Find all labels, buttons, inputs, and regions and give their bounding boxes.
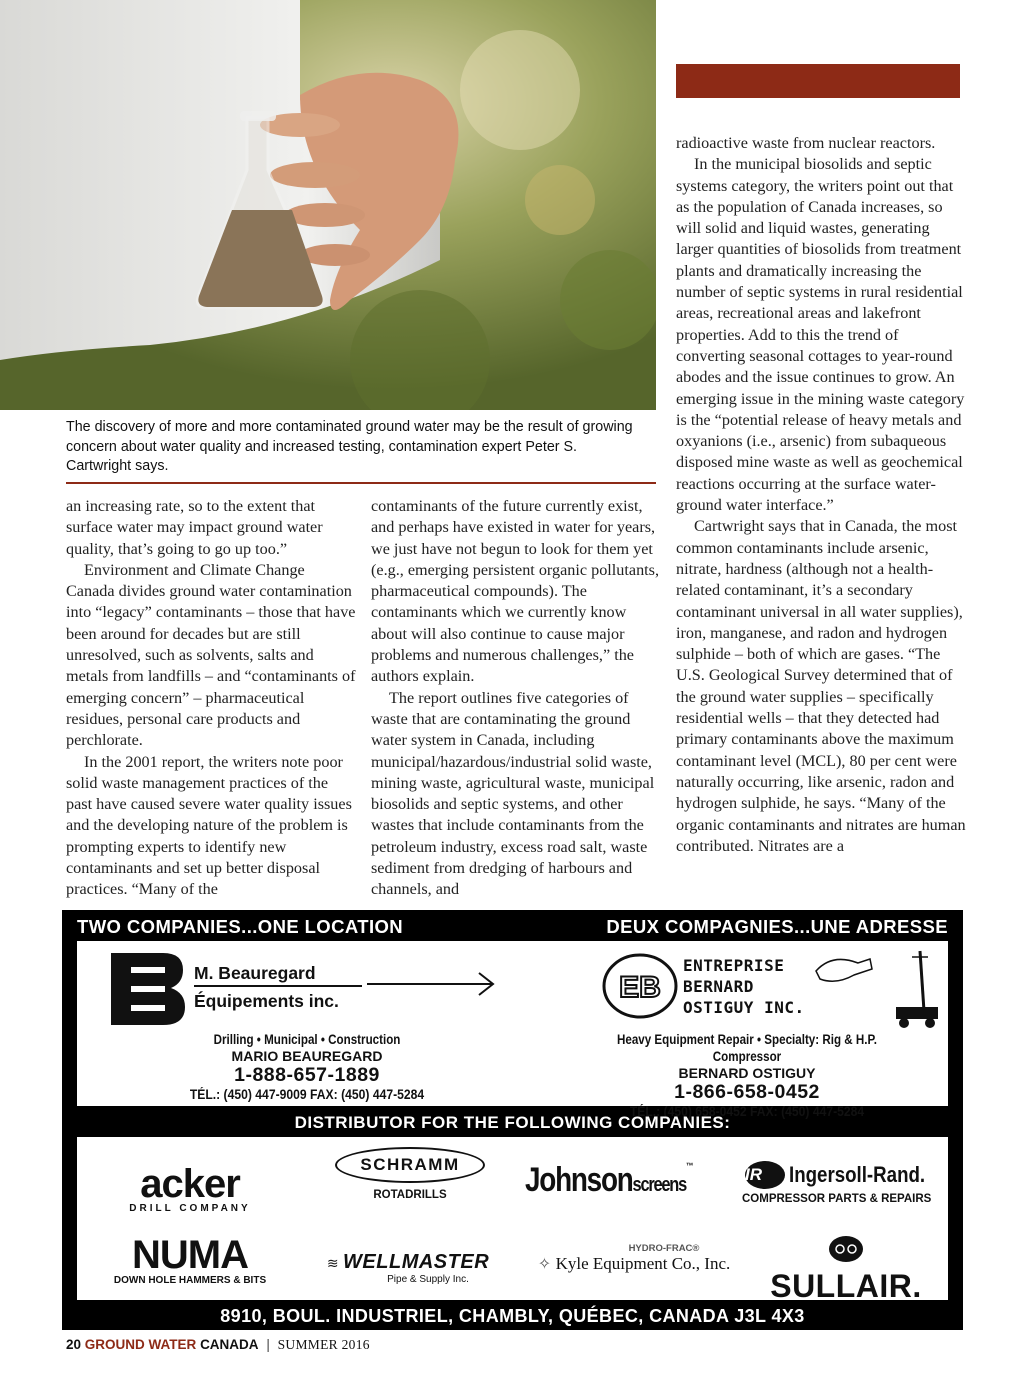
- paragraph: contaminants of the future currently exist, and perhaps have existed in water for years, we just have not begun to look for them yet (e.g., emerging persistent organic pollutants, pharmaceutical compounds). The contaminants which we currently know about will also continue to cause major problems and numerous challenges,” the authors explain.: [371, 497, 660, 686]
- johnson-word: Johnson: [525, 1161, 633, 1199]
- wellmaster-swirl-icon: ≋: [326, 1255, 339, 1271]
- photo-illustration: [0, 0, 656, 410]
- ostiguy-name-line: BERNARD: [683, 977, 754, 996]
- sullair-logo: [761, 1235, 931, 1305]
- ingersoll-rand-sub: COMPRESSOR PARTS & REPAIRS: [742, 1193, 932, 1205]
- arrow-right-icon: [367, 971, 497, 997]
- paragraph: In the 2001 report, the writers note poor solid waste management practices of the past have caused severe water quality issues and the developing nature of the problem is prompting experts to identify new contaminants and set up better disposal practices. “Many of the: [66, 752, 352, 899]
- numa-sub: DOWN HOLE HAMMERS & BITS: [113, 1275, 267, 1286]
- photo-caption: The discovery of more and more contaminated ground water may be the result of growing concern about water quality and increased testing, contamination expert Peter S. Cartwright says.: [66, 419, 633, 474]
- beauregard-info: [172, 1031, 442, 1103]
- divider: [194, 985, 362, 987]
- ingersoll-rand-name: Ingersoll-Rand.: [789, 1162, 926, 1187]
- article-column-2: [371, 496, 661, 901]
- schramm-name: SCHRAMM: [335, 1147, 485, 1183]
- ingersoll-rand-ir-icon: IR: [745, 1161, 785, 1189]
- ostiguy-eb-logo-icon: [602, 953, 678, 1019]
- kyle-name: Kyle Equipment Co., Inc.: [555, 1254, 731, 1273]
- drill-rig-icon: [812, 949, 942, 1029]
- article-column-1: [66, 496, 356, 901]
- sullair-name: SULLAIR.: [770, 1268, 922, 1304]
- beauregard-subname: Équipements inc.: [194, 991, 339, 1011]
- johnson-name: [525, 1161, 705, 1200]
- beauregard-tel-fax: TÉL.: (450) 447-9009 FAX: (450) 447-5284: [189, 1087, 425, 1102]
- ostiguy-name-line: OSTIGUY INC.: [683, 998, 805, 1017]
- section-header-bar: [676, 64, 960, 98]
- page-footer: [66, 1337, 370, 1353]
- ingersoll-rand-mark: [745, 1161, 945, 1189]
- ostiguy-tel-fax: TÉL.: (450) 658-0452 FAX: (450) 447-5284: [629, 1104, 865, 1119]
- beauregard-services: Drilling • Municipal • Construction: [213, 1032, 401, 1047]
- ostiguy-info: [562, 1031, 932, 1120]
- beauregard-phone: 1-888-657-1889: [234, 1064, 380, 1086]
- ostiguy-name-line: ENTREPRISE: [683, 956, 785, 975]
- advertisement: [62, 910, 963, 1330]
- ad-address: 8910, BOUL. INDUSTRIEL, CHAMBLY, QUÉBEC, CANADA J3L 4X3: [220, 1306, 805, 1326]
- hero-photo: [0, 0, 656, 410]
- ostiguy-services: Heavy Equipment Repair • Specialty: Rig & H.P. Compressor: [616, 1032, 877, 1064]
- acker-name: acker: [140, 1162, 240, 1206]
- distributor-heading: DISTRIBUTOR FOR THE FOLLOWING COMPANIES:: [294, 1113, 731, 1132]
- kyle-equipment-logo: [529, 1243, 739, 1274]
- paragraph: The report outlines five categories of waste that are contaminating the ground water system in Canada, including municipal/hazardous/industrial solid waste, mining waste, agricultural waste, municipal biosolids and septic systems, and other wastes that include contaminants from the petroleum industry, excess road salt, waste sediment from dredging of harbours and channels, and: [371, 688, 655, 899]
- hydro-frac-label: HYDRO-FRAC®: [628, 1243, 700, 1254]
- brand-logos-panel: [77, 1137, 948, 1304]
- johnson-tm: ™: [685, 1161, 693, 1171]
- ad-header-english: TWO COMPANIES...ONE LOCATION: [77, 915, 404, 937]
- page-number: 20: [66, 1337, 82, 1352]
- paragraph: In the municipal biosolids and septic systems category, the writers point out that as the population of Canada increases, so will solid and liquid wastes, generating larger quantities of biosolids from treatment plants and dramatically increasing the number of septic systems in rural residential areas, recreational areas and lakefront properties. Add to this the trend of converting seasonal cottages to year-round abodes and the issue continues to grow. An emerging issue in the mining waste category is the “potential release of heavy metals and oxyanions (i.e., arsenic) from subaqueous disposed mine waste as well as geochemical reactions occurring at the surface water-ground water interface.”: [676, 155, 965, 515]
- kyle-mark: [529, 1254, 739, 1274]
- numa-logo: [105, 1235, 275, 1286]
- johnson-suffix: screens: [632, 1174, 686, 1196]
- wellmaster-logo: [303, 1251, 513, 1285]
- schramm-logo: [335, 1147, 485, 1201]
- ad-header-french: DEUX COMPAGNIES...UNE ADRESSE: [606, 915, 948, 937]
- magazine-country: CANADA: [200, 1337, 259, 1352]
- wellmaster-name: WELLMASTER: [343, 1251, 490, 1273]
- ad-header: [65, 913, 960, 940]
- paragraph: Cartwright says that in Canada, the most common contaminants include arsenic, nitrate, hardness (although not a health-related contaminant, it’s a secondary contaminant universal in all water supplies), iron, manganese, and radon and hydrogen sulphide – both of which are gases. “The U.S. Geological Survey determined that of the ground water supplies – specifically residential wells – that they detected had primary contaminants above the maximum contaminant level (MCL), 80 per cent were naturally occurring, like arsenic, radon and hydrogen sulphide, he says. “Many of the organic contaminants and nitrates are human contributed. Nitrates are a: [676, 517, 966, 855]
- article-column-3: [676, 133, 966, 857]
- ad-companies-panel: [77, 941, 948, 1119]
- schramm-sub: ROTADRILLS: [373, 1189, 447, 1201]
- caption-divider: [66, 482, 656, 484]
- ingersoll-rand-logo: [742, 1161, 945, 1205]
- numa-name: NUMA: [132, 1233, 248, 1277]
- magazine-name: GROUND WATER: [84, 1337, 197, 1352]
- ostiguy-contact: BERNARD OSTIGUY: [678, 1065, 816, 1081]
- johnson-screens-logo: [525, 1161, 745, 1200]
- acker-sub: DRILL COMPANY: [129, 1203, 251, 1214]
- wellmaster-sub: Pipe & Supply Inc.: [387, 1274, 469, 1285]
- paragraph: an increasing rate, so to the extent that surface water may impact ground water quality, that’s going to go up too.”: [66, 497, 323, 558]
- beauregard-b-logo-icon: [111, 953, 185, 1025]
- acker-logo: [105, 1162, 275, 1214]
- ostiguy-phone: 1-866-658-0452: [674, 1081, 820, 1103]
- paragraph: radioactive waste from nuclear reactors.: [676, 134, 936, 152]
- ostiguy-name: [683, 955, 805, 1018]
- star-icon: ✧: [537, 1256, 552, 1273]
- footer-separator: |: [266, 1337, 270, 1352]
- wellmaster-mark: [303, 1251, 513, 1274]
- sullair-emblem-icon: [828, 1235, 864, 1263]
- eb-logo-letters: EB: [619, 971, 661, 1004]
- beauregard-contact: MARIO BEAUREGARD: [231, 1048, 383, 1064]
- paragraph: Environment and Climate Change Canada divides ground water contamination into “legacy” contaminants – those that have been around for decades but are still unresolved, such as solvents, salts and metals from landfills – and “contaminants of emerging concern” – pharmaceutical residues, personal care products and perchlorate.: [66, 560, 356, 750]
- issue-date: SUMMER 2016: [277, 1337, 370, 1352]
- beauregard-name: M. Beauregard: [194, 963, 316, 983]
